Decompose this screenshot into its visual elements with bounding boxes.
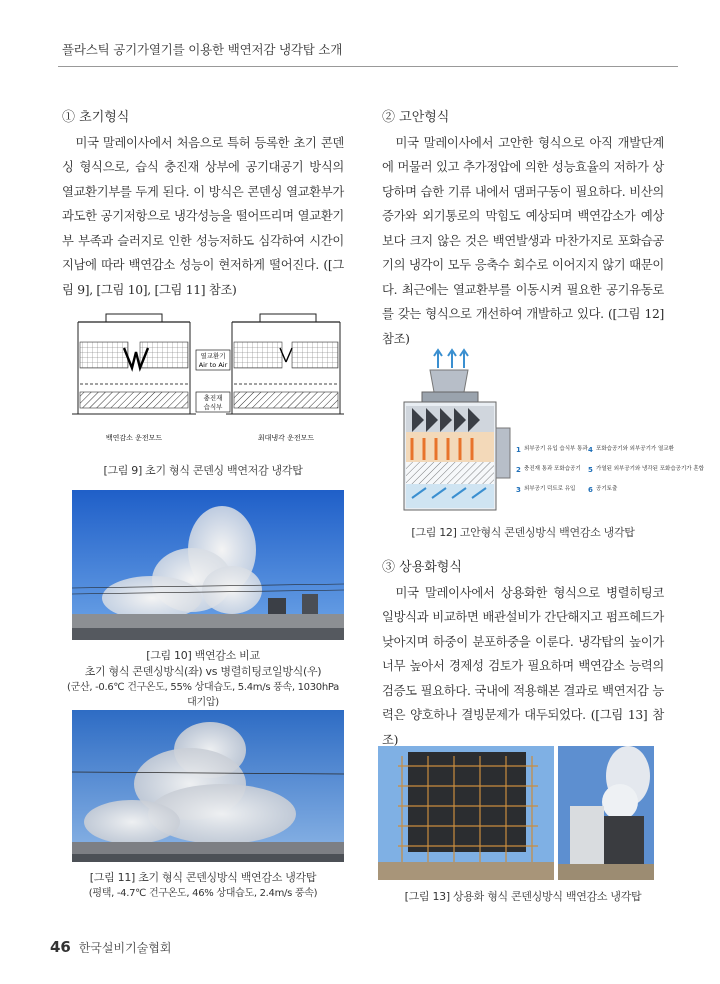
header-rule [58,66,678,67]
right-column-lower [382,556,664,752]
fig12-legend-text-1: 외부공기 유입 습식부 통과 [524,446,588,452]
fig12-legend-num-5: 5 [588,466,593,474]
fig12-diagram [392,348,704,514]
fig12-legend-num-3: 3 [516,486,521,494]
fig9-label-heat-exchanger: 열교환기 [200,352,226,360]
fig12-legend-text-3: 외부공기 덕트로 유입 [524,486,576,492]
section-paragraph-devised: 미국 말레이사에서 고안한 형식으로 아직 개발단계에 머물러 있고 추가정압에 의한 성능효율의 저하가 상당하며 습한 기류 내에서 댐퍼구동이 필요하다. 비산의 증가와 외기통로의 막힘도 예상되며 백연감소가 예상보다 크지 않은 것은 백연발생과 마찬가지로 포화습공기의 냉각이 모두 응축수 회수로 이어지지 않기 때문이다. 최근에는 열교환부를 이동시켜 필요한 공기유동로를 갖는 형식으로 개선하여 개발하고 있다. ([그림 12] 참조) [382,135,664,346]
fig9-label-wet: 습식부 [203,403,223,411]
page-footer [50,938,171,956]
fig9-label-right-mode: 최대냉각 운전모드 [257,434,315,442]
fig9-diagram [72,312,344,452]
fig12-legend-text-4: 포화습공기와 외부공기가 열교환 [596,446,674,452]
fig12-legend-num-1: 1 [516,446,521,454]
fig13-photo-left [378,746,554,880]
running-header: 플라스틱 공기가열기를 이용한 백연저감 냉각탑 소개 [62,42,343,57]
page-number: 46 [50,938,71,956]
fig10-caption [62,648,344,710]
fig10-caption-conditions: (군산, -0.6℃ 건구온도, 55% 상대습도, 5.4m/s 풍속, 1030hPa 대기압) [67,682,339,708]
section-heading-initial: ① 초기형식 [62,110,130,125]
fig11-caption-title: [그림 11] 초기 형식 콘덴싱방식 백연감소 냉각탑 [89,871,317,884]
fig9-label-left-mode: 백연감소 운전모드 [105,434,163,442]
fig12-legend-num-6: 6 [588,486,593,494]
fig12-legend-text-2: 충진재 통과 포화습공기 [524,466,581,472]
fig9-label-air-to-air: Air to Air [198,361,228,369]
fig9-label-fill: 충진재 [203,394,223,402]
fig11-caption [62,870,344,901]
fig13-caption: [그림 13] 상용화 형식 콘덴싱방식 백연감소 냉각탑 [404,890,642,903]
section-heading-commercial: ③ 상용화형식 [382,560,462,575]
fig11-caption-conditions: (평택, -4.7℃ 건구온도, 46% 상대습도, 2.4m/s 풍속) [88,888,318,899]
section-paragraph-initial: 미국 말레이사에서 처음으로 특허 등록한 초기 콘덴싱 형식으로, 습식 충진재 상부에 공기대공기 방식의 열교환기부를 두게 된다. 이 방식은 콘덴싱 열교환부가 과도한 공기저항으로 냉각성능을 떨어뜨리며 열교환기부 부족과 슬러지로 인한 성능저하도 심각하여 시간이 지남에 따라 백연감소 성능이 현저하게 떨어진다. ([그림 9], [그림 10], [그림 11] 참조) [62,135,344,297]
left-column [62,106,344,302]
fig11-photo [72,710,344,862]
fig12-legend-num-4: 4 [588,446,593,454]
section-heading-devised: ② 고안형식 [382,110,450,125]
fig10-caption-subtitle: 초기 형식 콘덴싱방식(좌) vs 병렬히팅코일방식(우) [84,665,322,678]
fig10-photo [72,490,344,640]
fig12-legend-text-6: 공기토출 [596,486,618,492]
fig10-caption-title: [그림 10] 백연감소 비교 [146,649,260,662]
publisher-name: 한국설비기술협회 [78,941,172,955]
fig13-photo-right [558,746,654,880]
right-column [382,106,664,351]
section-paragraph-commercial: 미국 말레이사에서 상용화한 형식으로 병렬히팅코일방식과 비교하면 배관설비가 간단해지고 펌프헤드가 낮아지며 하중이 분포하중을 이룬다. 냉각탑의 높이가 너무 높아서 경제성 검토가 필요하며 백연감소 능력의 검증도 필요하다. 국내에 적용해본 결과로 백연저감 능력은 양호하나 결빙문제가 대두되었다. ([그림 13] 참조) [382,585,664,747]
fig9-caption: [그림 9] 초기 형식 콘덴싱 백연저감 냉각탑 [103,464,303,477]
fig12-legend-num-2: 2 [516,466,521,474]
fig12-caption: [그림 12] 고안형식 콘덴싱방식 백연감소 냉각탑 [411,526,635,539]
fig12-legend-text-5: 가열된 외부공기와 냉각된 포화습공기가 혼합 [596,466,704,472]
